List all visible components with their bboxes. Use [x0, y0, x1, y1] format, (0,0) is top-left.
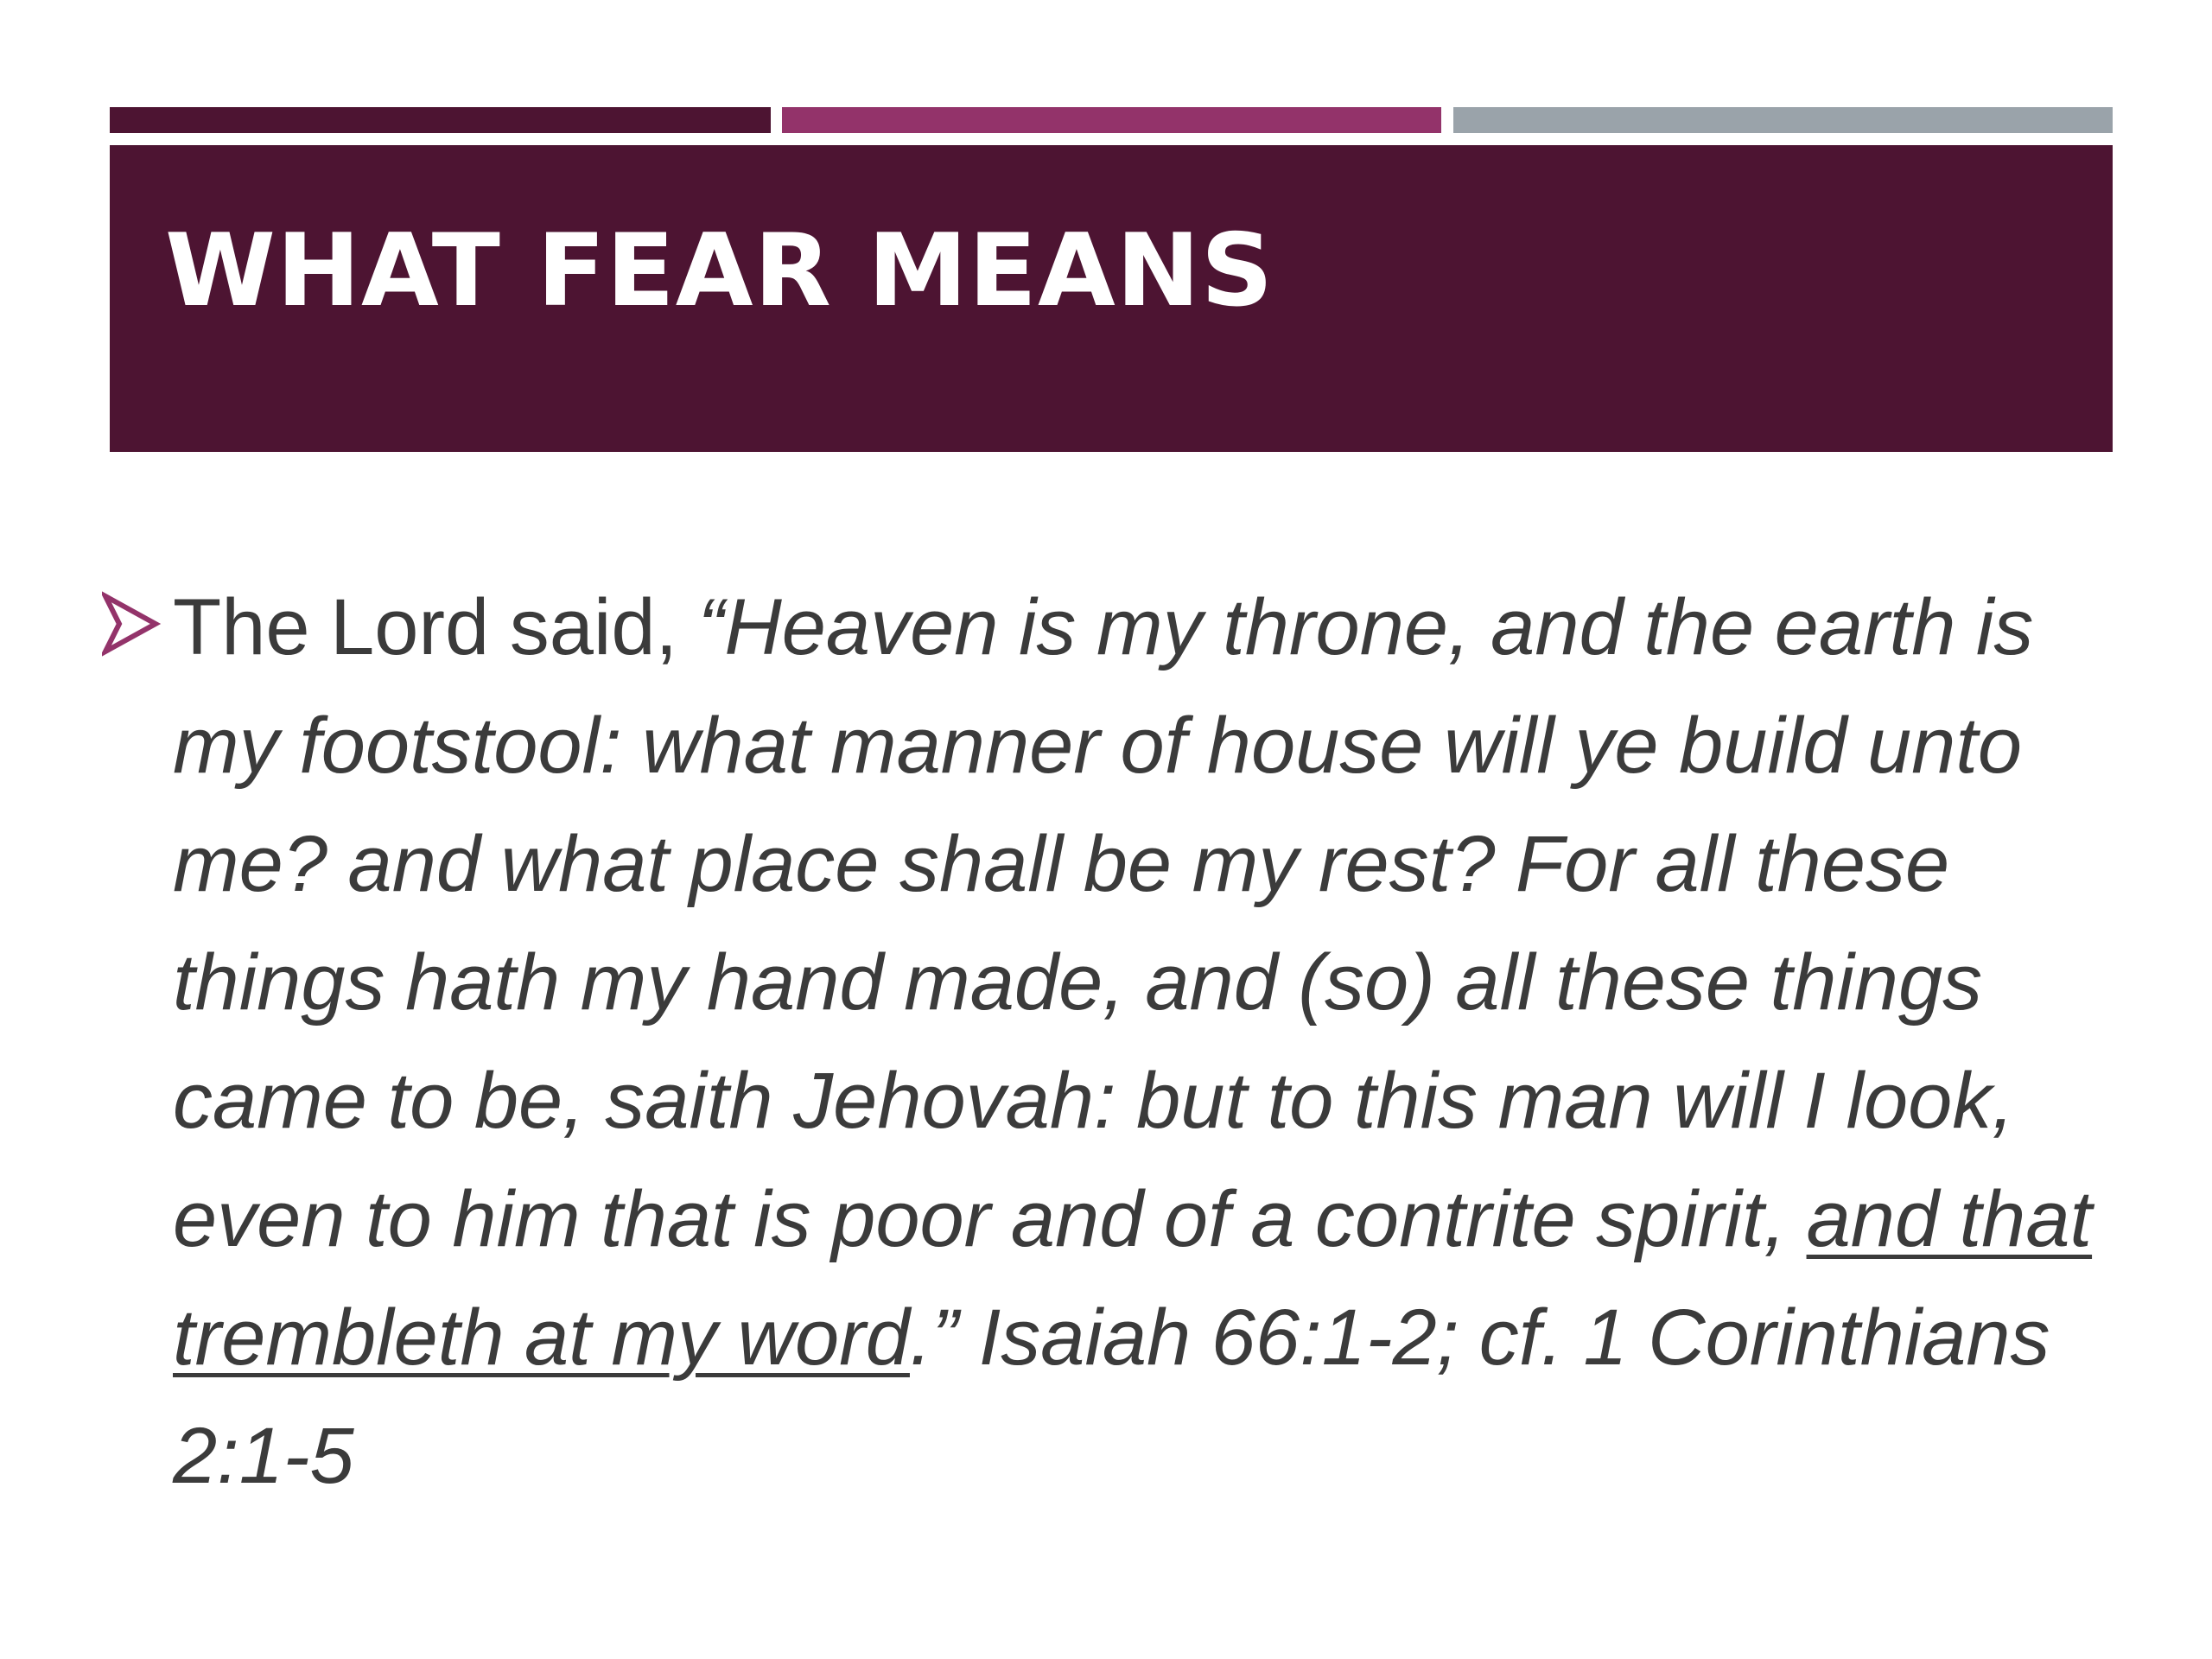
bullet-text — [173, 569, 2124, 1516]
slide-title: WHAT FEAR MEANS — [165, 213, 1274, 329]
accent-bar-gray — [1453, 107, 2113, 133]
accent-bar-dark — [110, 107, 771, 133]
scripture-quote: “Heaven is my throne, and the earth is my footstool: what manner of house will ye build unto me? and what place shall be my rest? For all these things hath my hand made, and (so) all these things came to be, saith Jehovah: but to this man will I look, even to him that is poor and of a contrite spirit, — [173, 583, 2034, 1263]
slide-body — [102, 569, 2124, 1516]
accent-bar-magenta — [782, 107, 1441, 133]
bullet-lead: The Lord said, — [173, 583, 698, 671]
scripture-reference: .” Isaiah 66:1-2; cf. 1 Corinthians 2:1-5 — [173, 1294, 2050, 1500]
arrow-bullet-icon — [102, 589, 162, 658]
scripture-quote-underlined: and that trembleth at my word — [173, 1175, 2093, 1382]
title-banner — [110, 145, 2113, 452]
